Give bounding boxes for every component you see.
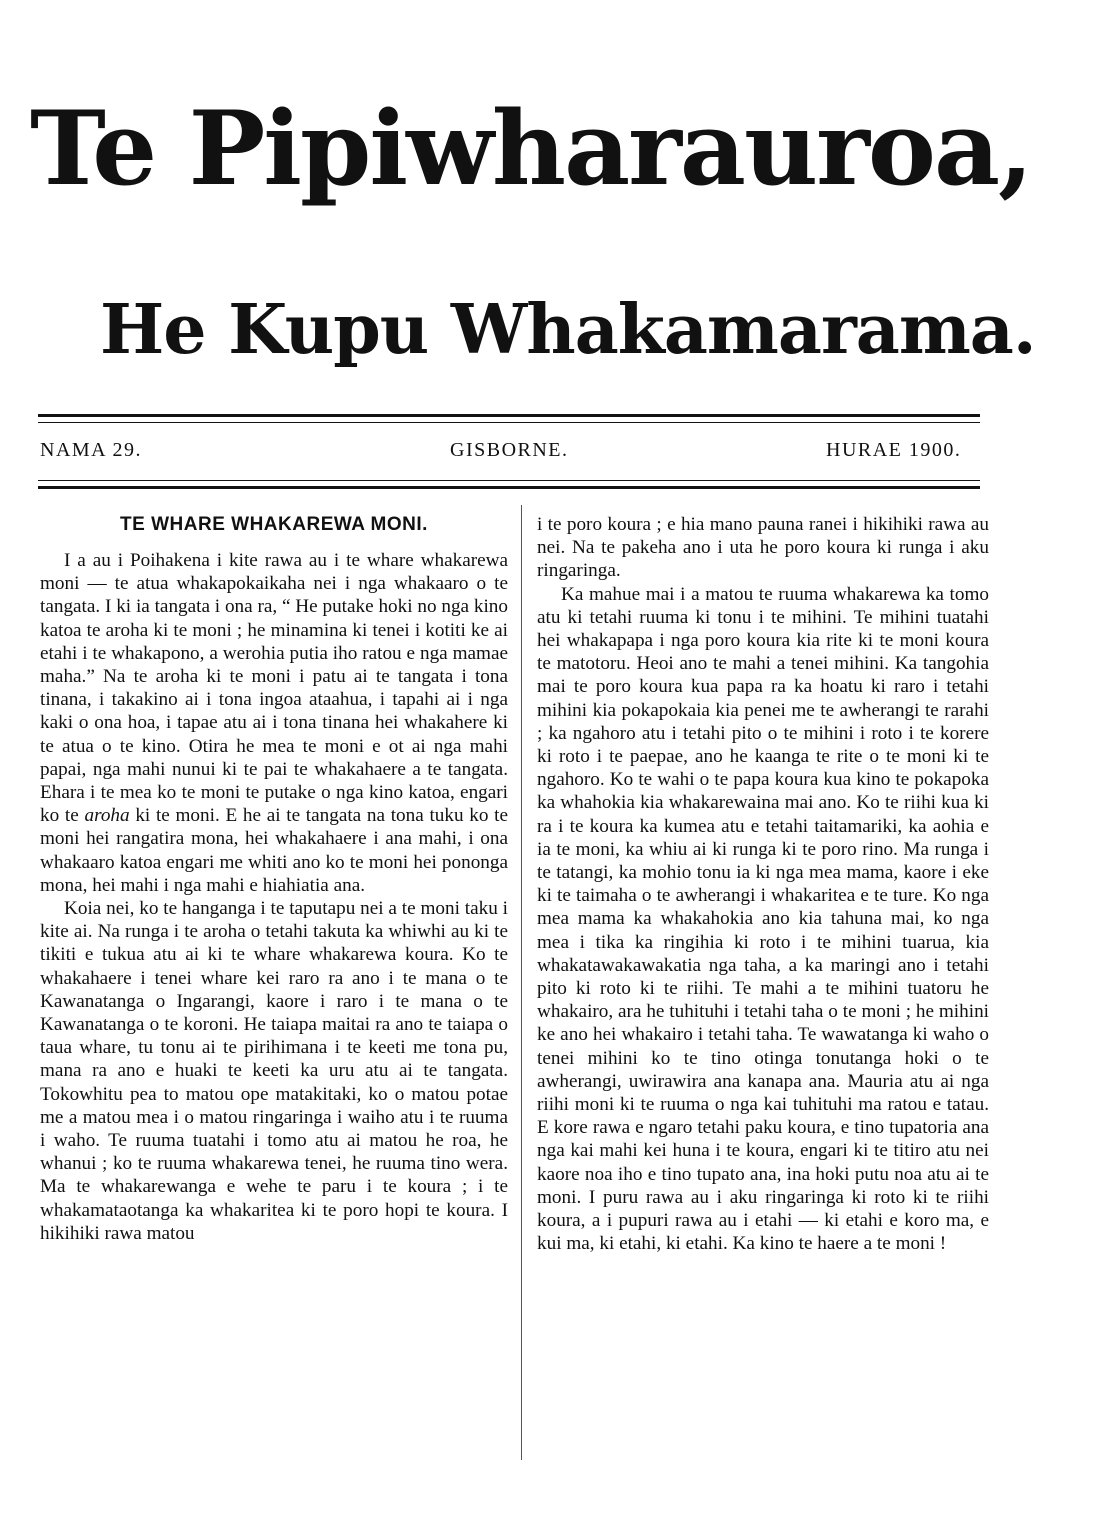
header-rule-top-thick (38, 414, 980, 417)
issue-number: NAMA 29. (40, 439, 143, 461)
masthead-title: Te Pipiwharauroa, (30, 89, 1032, 209)
paragraph-1-emphasis: aroha (84, 805, 130, 827)
article-paragraph-2: Koia nei, ko te hanganga i te taputapu nei a te moni taku i kite ai. Na runga i te aroha o tetahi takuta ka whiwhi au ki te tikiti e tukua atu ai ki te whare whakarewa koura. Ko te whakahaere i tenei whare kei raro ra ano i te mana o te Kawanatanga o Ingarangi, kaore i raro i te mana o te Kawanatanga o te koroni. He taiapa maitai ra ano te taiapa o taua whare, tu tonu ai te pirihimana i te keeti me tona pu, mana ra ano e huaki te keeti ka uru atu ai te tangata. Tokowhitu pea to matou ope matakitaki, ko o matou potae me a matou mea i o matou ringaringa i waiho atu i te ruuma i waho. Te ruuma tuatahi i tomo atu ai matou he roa, he whanui ; ko te ruuma whakarewa tenei, he ruuma tino wera. Ma te whakarewanga e wehe te paru i te koura ; i te whakamataotanga ka whakaritea ki te poro hopi te koura. I hikihiki rawa matou (40, 898, 508, 1244)
issue-date: HURAE 1900. (826, 439, 962, 461)
article-heading: TE WHARE WHAKAREWA MONI. (120, 514, 428, 535)
paragraph-1-text-b: ki te moni. E he ai te tangata na tona tuku ko te moni hei rangatira mona, hei whakahaere i ana mahi, i ona whakaaro katoa engari me whiti ano ko te moni hei pononga mona, hei mahi i nga mahi e hiahiatia ana. (40, 805, 509, 896)
header-rule-bottom-thick (38, 486, 980, 489)
article-column-left (40, 513, 508, 1245)
article-paragraph-3: i te poro koura ; e hia mano pauna ranei i hikihiki rawa au nei. Na te pakeha ano i uta he poro koura ki runga i aku ringaringa. (537, 514, 989, 582)
article-column-right (537, 513, 989, 1256)
header-rule-top-thin (38, 422, 980, 423)
header-rule-bottom-thin (38, 480, 980, 481)
issue-place: GISBORNE. (450, 439, 569, 461)
article-paragraph-1 (40, 549, 508, 897)
article-paragraph-4: Ka mahue mai i a matou te ruuma whakarewa ka tomo atu ki tetahi ruuma ki tonu i te mihini. Te mihini tuatahi hei whakapapa i nga poro koura kia rite ki te moni koura te matotoru. Heoi ano te mahi a tenei mihini. Ka tangohia mai te poro koura kua papa ra ka hoatu ki raro i tetahi mihini kia pokapokaia kia penei me te awherangi te rarahi ; ka ngahoro atu i tetahi pito o te mihini i roto i te korere ki roto i te paepae, ano he kaanga te rite o te moni ki te ngahoro. Ko te wahi o te papa koura kua kino te pokapoka ka whahokia kia whakarewaina mai ano. Ko te riihi kua ki ra i te koura ka kumea atu e tetahi taitamariki, ka aohia e ia te moni, ka whiu ai ki runga ki te poro rino. Ma runga i te tatangi, ka mohio tonu ia ki nga mea mama, kaore i eke ki te taimaha o te awherangi i whakaritea e te ture. Ko nga mea mama ka whakahokia ano kia tahuna mai, ko nga mea i tika ka ringihia ki roto i te mihini tuarua, kia whakatawakawakatia nga taha, a ka maringi ano i tetahi pito ki roto ki te riihi. Te mahi a te mihini tuatoru he whakairo, ara he tuhituhi i tetahi taha o te moni ; he mihini ke ano hei whakairo i tetahi taha. Te wawatanga ki waho o tenei mihini ko te tino otinga tonutanga hoki o te awherangi, uwirawira ana kanapa ana. Mauria atu ai nga riihi moni ki te ruuma o nga kai tuhituhi ma ratou e tatau. E kore rawa e ngaro tetahi paku koura, e tino tupatoria ana nga kai mahi kei huna i te koura, engari ki te titiro atu nei kaore noa iho e tino tupato ana, ina hoki putu noa atu ai te moni. I puru rawa au i aku ringaringa ki roto ki te riihi koura, a i pupuri rawa au i etahi — ki etahi e koro ma, e kui ma, ki etahi, ki etahi. Ka kino te haere a te moni ! (537, 583, 989, 1255)
paragraph-1-text-a: I a au i Poihakena i kite rawa au i te whare whakarewa moni — te atua whakapokaikaha nei i nga whakaaro o te tangata. I ki ia tangata i ona ra, “ He putake hoki no nga kino katoa te aroha ki te moni ; he minamina ki tenei i kotiti ke ai etahi i te whakapono, a werohia putia iho ratou e nga mamae maha.” Na te aroha ki te moni i patu ai te tangata i tona tinana, i takakino ai i tona ingoa ataahua, i tapahi ai i nga kaki o ona hoa, i tapae atu ai i tona tinana hei whakahere ki te atua o te kino. Otira he mea te moni e ot ai nga mahi papai, nga mahi nunui ki te pai te whakahaere a te tangata. Ehara i te mea ko te moni te putake o nga kino katoa, engari ko te (40, 550, 508, 827)
column-divider (521, 505, 522, 1460)
masthead-subtitle: He Kupu Whakamarama. (100, 290, 1036, 370)
